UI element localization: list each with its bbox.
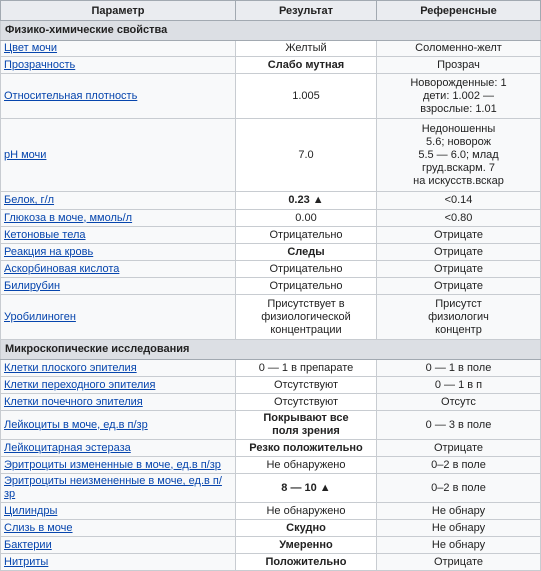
result-value: Скудно — [286, 521, 326, 534]
reference-cell — [377, 457, 541, 474]
param-link[interactable]: Белок, г/л — [4, 194, 55, 206]
result-cell — [236, 474, 377, 503]
reference-cell — [377, 554, 541, 571]
result-cell — [236, 360, 377, 377]
table-header-row — [1, 1, 541, 21]
section-header-row — [1, 340, 541, 360]
result-cell — [236, 520, 377, 537]
table-row — [1, 41, 541, 57]
reference-line: 0 — 1 в п — [434, 378, 483, 391]
result-value: 1.005 — [292, 89, 320, 102]
param-cell — [1, 57, 236, 74]
param-link[interactable]: Лейкоциты в моче, ед.в п/зр — [4, 418, 148, 431]
reference-line: дети: 1.002 — — [422, 89, 495, 102]
reference-cell — [377, 41, 541, 57]
reference-line: 0–2 в поле — [431, 481, 486, 494]
section-title: Микроскопические исследования — [1, 340, 541, 360]
result-value: Желтый — [285, 42, 327, 54]
table-row — [1, 457, 541, 474]
reference-cell — [377, 377, 541, 394]
result-cell — [236, 394, 377, 411]
reference-cell — [377, 57, 541, 74]
result-cell — [236, 227, 377, 244]
param-link[interactable]: Кетоновые тела — [4, 228, 86, 241]
result-cell — [236, 377, 377, 394]
result-value: 0.23 ▲ — [288, 194, 324, 206]
table-row — [1, 295, 541, 340]
result-cell — [236, 57, 377, 74]
reference-line: Не обнару — [431, 538, 486, 551]
reference-cell — [377, 537, 541, 554]
param-cell — [1, 474, 236, 503]
reference-cell — [377, 74, 541, 119]
reference-line: концентр — [435, 323, 482, 336]
result-value: Положительно — [265, 555, 347, 568]
result-cell — [236, 210, 377, 227]
reference-cell — [377, 394, 541, 411]
reference-cell — [377, 474, 541, 503]
table-row — [1, 192, 541, 210]
reference-line: <0.80 — [444, 211, 473, 224]
table-row — [1, 377, 541, 394]
result-line: Присутствует в — [267, 297, 345, 310]
header-reference: Референсные — [377, 1, 541, 21]
param-link[interactable]: Аскорбиновая кислота — [4, 262, 120, 275]
param-cell — [1, 537, 236, 554]
reference-line: Отрицате — [433, 262, 484, 275]
reference-cell — [377, 278, 541, 295]
reference-line: Отрицате — [433, 228, 484, 241]
reference-cell — [377, 119, 541, 192]
param-cell — [1, 503, 236, 520]
table-row — [1, 261, 541, 278]
param-cell — [1, 74, 236, 119]
reference-cell — [377, 440, 541, 457]
result-line: Покрывают все — [263, 412, 349, 424]
param-link[interactable]: Относительная плотность — [4, 89, 138, 102]
param-cell — [1, 244, 236, 261]
reference-line: Отрицате — [433, 555, 484, 568]
table-row — [1, 227, 541, 244]
table-row — [1, 537, 541, 554]
result-value: Умеренно — [279, 538, 333, 551]
result-value: 7.0 — [298, 148, 314, 161]
param-link[interactable]: Уробилиноген — [4, 310, 76, 323]
param-cell — [1, 278, 236, 295]
table-row — [1, 440, 541, 457]
table-row — [1, 210, 541, 227]
table-body — [1, 21, 541, 571]
result-value: 0.00 — [295, 211, 317, 224]
table-row — [1, 74, 541, 119]
reference-cell — [377, 295, 541, 340]
reference-line: Не обнару — [431, 521, 486, 534]
param-cell — [1, 210, 236, 227]
result-cell — [236, 537, 377, 554]
reference-line: 5.5 — 6.0; млад — [418, 148, 499, 161]
reference-line: на искусств.вскар — [413, 174, 504, 187]
reference-line: <0.14 — [444, 194, 473, 206]
reference-cell — [377, 192, 541, 210]
section-header-row — [1, 21, 541, 41]
param-cell — [1, 411, 236, 440]
result-line: физиологической — [261, 310, 351, 323]
result-line: концентрации — [270, 323, 342, 336]
table-row — [1, 278, 541, 295]
table-row — [1, 119, 541, 192]
param-cell — [1, 377, 236, 394]
table-row — [1, 244, 541, 261]
table-row — [1, 554, 541, 571]
reference-cell — [377, 210, 541, 227]
result-cell — [236, 41, 377, 57]
result-value: Слабо мутная — [267, 58, 345, 71]
result-cell — [236, 440, 377, 457]
reference-line: Отрицате — [433, 441, 484, 454]
reference-line: 0–2 в поле — [431, 458, 486, 471]
reference-line: 0 — 3 в поле — [425, 418, 492, 431]
param-cell — [1, 554, 236, 571]
reference-line: Недоношенны — [421, 122, 496, 135]
reference-line: Отсутс — [441, 395, 476, 408]
result-cell — [236, 119, 377, 192]
param-link[interactable]: Нитриты — [4, 555, 49, 568]
reference-line: Новорожденные: 1 — [410, 76, 507, 89]
param-link[interactable]: Эритроциты измененные в моче, ед.в п/зр — [4, 458, 221, 471]
reference-cell — [377, 244, 541, 261]
param-link[interactable]: Цвет мочи — [4, 42, 58, 54]
param-link[interactable]: Эритроциты неизмененные в моче, ед.в п/зр — [4, 475, 222, 500]
param-cell — [1, 394, 236, 411]
result-cell — [236, 261, 377, 278]
param-cell — [1, 227, 236, 244]
result-cell — [236, 74, 377, 119]
param-link[interactable]: Клетки плоского эпителия — [4, 361, 137, 374]
param-link[interactable]: Слизь в моче — [4, 521, 73, 534]
result-value: 0 — 1 в препарате — [258, 361, 354, 374]
param-cell — [1, 261, 236, 278]
reference-line: Отрицате — [433, 279, 484, 292]
param-cell — [1, 457, 236, 474]
result-value: Резко положительно — [249, 441, 363, 454]
table-row — [1, 360, 541, 377]
reference-cell — [377, 411, 541, 440]
result-cell — [236, 278, 377, 295]
result-value: Отрицательно — [269, 228, 343, 241]
result-cell — [236, 457, 377, 474]
param-link[interactable]: Лейкоцитарная эстераза — [4, 441, 131, 454]
result-value: Отсутствуют — [273, 395, 339, 408]
reference-line: Прозрач — [437, 58, 480, 71]
param-cell — [1, 41, 236, 57]
param-link[interactable]: pH мочи — [4, 148, 47, 161]
header-param: Параметр — [1, 1, 236, 21]
result-value: 8 — 10 ▲ — [281, 481, 331, 494]
table-row — [1, 520, 541, 537]
result-cell — [236, 411, 377, 440]
param-link[interactable]: Прозрачность — [4, 58, 76, 71]
result-value: Отсутствуют — [273, 378, 339, 391]
reference-cell — [377, 503, 541, 520]
section-title: Физико-химические свойства — [1, 21, 541, 41]
reference-line: 5.6; новорож — [426, 135, 491, 148]
reference-line: груд.вскарм. 7 — [422, 161, 495, 174]
reference-line: Не обнару — [431, 504, 486, 517]
result-line: поля зрения — [272, 425, 340, 437]
param-link[interactable]: Цилиндры — [4, 504, 58, 517]
result-value: Не обнаружено — [266, 504, 346, 517]
reference-cell — [377, 360, 541, 377]
reference-line: физиологич — [428, 310, 489, 323]
reference-cell — [377, 261, 541, 278]
reference-line: Присутст — [435, 297, 482, 310]
result-cell — [236, 503, 377, 520]
table-row — [1, 57, 541, 74]
param-cell — [1, 360, 236, 377]
table-row — [1, 394, 541, 411]
reference-line: Отрицате — [433, 245, 484, 258]
param-cell — [1, 192, 236, 210]
result-value: Следы — [287, 245, 325, 258]
header-result: Результат — [236, 1, 377, 21]
table-row — [1, 503, 541, 520]
reference-cell — [377, 227, 541, 244]
param-link[interactable]: Бактерии — [4, 538, 52, 551]
reference-line: взрослые: 1.01 — [420, 102, 497, 115]
reference-line: Соломенно-желт — [415, 42, 502, 54]
table-row — [1, 411, 541, 440]
reference-line: 0 — 1 в поле — [425, 361, 492, 374]
result-value: Отрицательно — [269, 262, 343, 275]
result-cell — [236, 192, 377, 210]
param-cell — [1, 295, 236, 340]
result-cell — [236, 244, 377, 261]
param-link[interactable]: Клетки почечного эпителия — [4, 395, 143, 408]
table-row — [1, 474, 541, 503]
result-value: Отрицательно — [269, 279, 343, 292]
param-cell — [1, 440, 236, 457]
param-cell — [1, 520, 236, 537]
result-cell — [236, 295, 377, 340]
param-cell — [1, 119, 236, 192]
param-link[interactable]: Реакция на кровь — [4, 245, 94, 258]
param-link[interactable]: Глюкоза в моче, ммоль/л — [4, 211, 133, 224]
result-cell — [236, 554, 377, 571]
result-value: Не обнаружено — [266, 458, 346, 471]
param-link[interactable]: Билирубин — [4, 279, 61, 292]
reference-cell — [377, 520, 541, 537]
param-link[interactable]: Клетки переходного эпителия — [4, 378, 156, 391]
